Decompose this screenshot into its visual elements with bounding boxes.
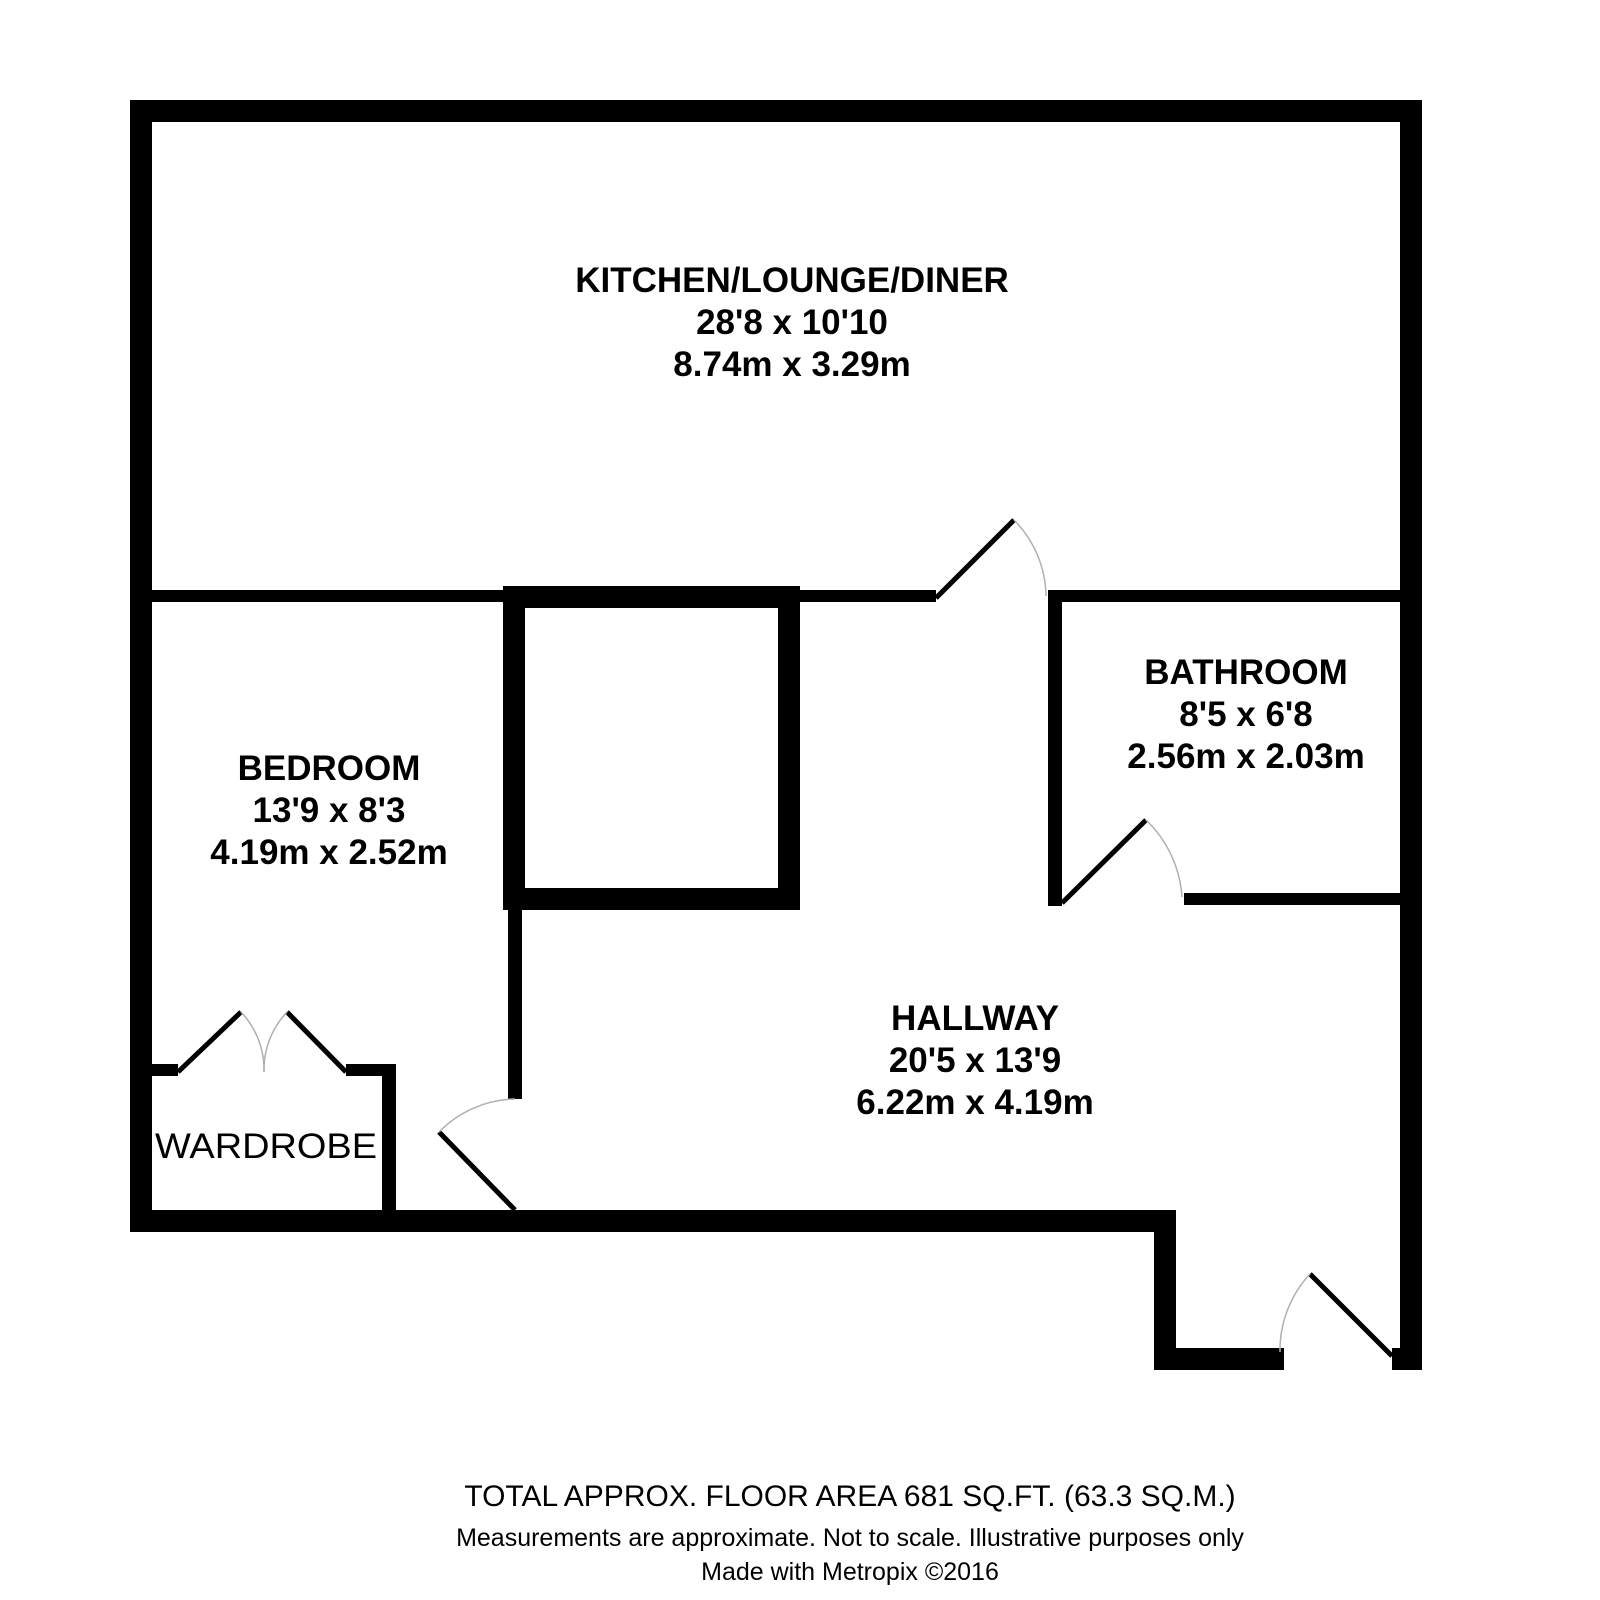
credit: Made with Metropix ©2016 bbox=[701, 1558, 999, 1586]
kitchen-metric: 8.74m x 3.29m bbox=[673, 345, 911, 384]
wardrobe-door-right-swing bbox=[264, 1012, 287, 1072]
outer-wall-top bbox=[130, 100, 1422, 122]
bathroom-imperial: 8'5 x 6'8 bbox=[1179, 695, 1313, 734]
kitchen-wall-right bbox=[1048, 590, 1400, 602]
cupboard-wall-bottom bbox=[503, 888, 800, 910]
bathroom-door-swing bbox=[1146, 820, 1182, 897]
wardrobe-name: WARDROBE bbox=[155, 1127, 377, 1166]
outer-wall-bottom bbox=[130, 1210, 1176, 1232]
cupboard-wall-top bbox=[503, 586, 800, 608]
bathroom-name: BATHROOM bbox=[1144, 653, 1348, 692]
entrance-bottom-wall-left bbox=[1154, 1348, 1284, 1370]
wardrobe-wall-top-left bbox=[152, 1064, 178, 1076]
kitchen-wall-middle bbox=[798, 590, 936, 602]
entrance-bottom-wall-right bbox=[1392, 1348, 1422, 1370]
wardrobe-door-left bbox=[178, 1012, 241, 1072]
wardrobe-door-right bbox=[287, 1012, 346, 1072]
hallway-imperial: 20'5 x 13'9 bbox=[888, 1041, 1062, 1080]
kitchen-imperial: 28'8 x 10'10 bbox=[696, 303, 888, 342]
entrance-door-swing bbox=[1280, 1274, 1310, 1352]
bedroom-imperial: 13'9 x 8'3 bbox=[252, 791, 406, 830]
bedroom-hallway-wall bbox=[508, 905, 522, 1099]
bathroom-wall-left bbox=[1048, 596, 1062, 906]
total-floor-area: TOTAL APPROX. FLOOR AREA 681 SQ.FT. (63.3 SQ.M.) bbox=[464, 1480, 1236, 1513]
cupboard-wall-right bbox=[778, 586, 800, 910]
kitchen-name: KITCHEN/LOUNGE/DINER bbox=[575, 261, 1009, 300]
cupboard-wall-left bbox=[503, 586, 525, 910]
wardrobe-wall-right bbox=[382, 1064, 396, 1214]
kitchen-door bbox=[936, 520, 1014, 598]
bedroom-door-swing bbox=[439, 1099, 515, 1132]
hallway-name: HALLWAY bbox=[891, 999, 1059, 1038]
bedroom-name: BEDROOM bbox=[237, 749, 421, 788]
hallway-metric: 6.22m x 4.19m bbox=[856, 1083, 1094, 1122]
kitchen-wall-left bbox=[152, 590, 508, 602]
bedroom-metric: 4.19m x 2.52m bbox=[210, 833, 448, 872]
kitchen-door-swing bbox=[1014, 520, 1046, 596]
room-labels bbox=[155, 261, 1365, 1166]
bedroom-door bbox=[439, 1132, 515, 1210]
outer-wall-right bbox=[1400, 100, 1422, 1370]
bathroom-door bbox=[1062, 820, 1146, 903]
entrance-door bbox=[1310, 1274, 1392, 1356]
bathroom-metric: 2.56m x 2.03m bbox=[1127, 737, 1365, 776]
disclaimer: Measurements are approximate. Not to scale. Illustrative purposes only bbox=[456, 1524, 1244, 1552]
entrance-recess-left-wall bbox=[1154, 1210, 1176, 1370]
bathroom-wall-bottom bbox=[1184, 893, 1400, 905]
wardrobe-door-left-swing bbox=[241, 1012, 264, 1072]
outer-wall-left bbox=[130, 100, 152, 1232]
